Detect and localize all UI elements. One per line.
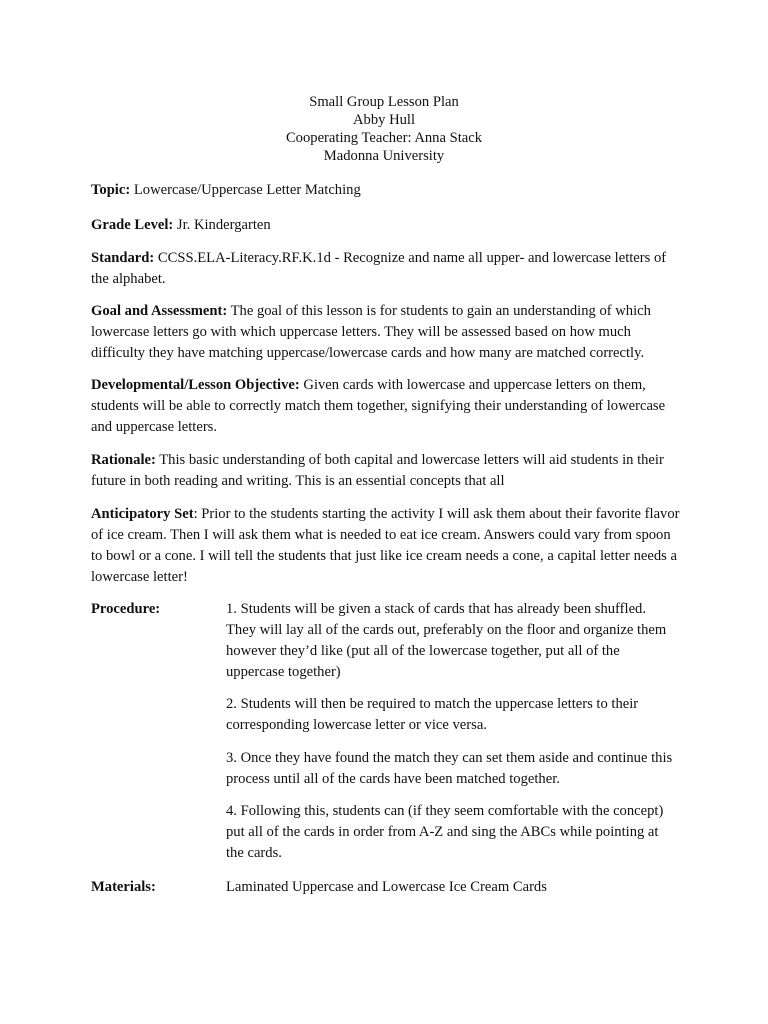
procedure-step: 1. Students will be given a stack of cards that has already been shuffled. They will lay all of the cards out, preferably on the floor and organize them however they’d like (put all of the lowercase together, put all of the uppercase together) [226, 601, 667, 680]
grade-label: Grade Level: [91, 217, 174, 233]
topic-section [91, 180, 681, 201]
document-title: Small Group Lesson Plan [309, 94, 459, 110]
objective-label: Developmental/Lesson Objective: [91, 377, 300, 393]
procedure-step: 4. Following this, students can (if they seem comfortable with the concept) put all of the cards in order from A-Z and sing the ABCs while pointing at the cards. [226, 803, 664, 861]
standard-value: CCSS.ELA-Literacy.RF.K.1d - Recognize and name all upper- and lowercase letters of the alphabet. [91, 250, 667, 287]
procedure-label: Procedure: [91, 601, 161, 617]
goal-value: The goal of this lesson is for students to gain an understanding of which lowercase letters go with which uppercase letters. They will be assessed based on how much difficulty they have matching uppercase/lowercase cards and how many are matched correctly. [91, 303, 651, 361]
topic-label: Topic: [91, 182, 131, 198]
author-name: Abby Hull [352, 112, 416, 128]
anticipatory-section [91, 504, 681, 588]
rationale-value: This basic understanding of both capital and lowercase letters will aid students in their future in both reading and writing. This is an essential concepts that all [91, 452, 664, 489]
standard-label: Standard: [91, 250, 155, 266]
university-name: Madonna University [323, 148, 445, 164]
anticipatory-label: Anticipatory Set [91, 506, 194, 522]
materials-value: Laminated Uppercase and Lowercase Ice Cream Cards [226, 879, 547, 895]
document-header [0, 93, 768, 165]
procedure-step: 3. Once they have found the match they can set them aside and continue this process until all of the cards have been matched together. [226, 750, 673, 787]
objective-section [91, 375, 681, 438]
goal-label: Goal and Assessment: [91, 303, 228, 319]
goal-section [91, 301, 681, 364]
objective-value: Given cards with lowercase and uppercase letters on them, students will be able to correctly match them together, signifying their understanding of lowercase and uppercase letters. [91, 377, 666, 435]
procedure-step: 2. Students will then be required to match the uppercase letters to their corresponding lowercase letter or vice versa. [226, 696, 639, 733]
standard-section [91, 248, 681, 290]
topic-value: Lowercase/Uppercase Letter Matching [130, 182, 361, 198]
anticipatory-value: : Prior to the students starting the activity I will ask them about their favorite flavor of ice cream. Then I will ask them what is needed to eat ice cream. Answers could vary from spoon to bowl or a cone. I will tell the students that just like ice cream needs a cone, a capital letter needs a lowercase letter! [91, 506, 680, 585]
cooperating-teacher: Cooperating Teacher: Anna Stack [285, 130, 483, 146]
rationale-label: Rationale: [91, 452, 156, 468]
rationale-section [91, 450, 681, 492]
grade-value: Jr. Kindergarten [173, 217, 271, 233]
materials-label: Materials: [91, 879, 156, 895]
grade-section [91, 215, 681, 236]
